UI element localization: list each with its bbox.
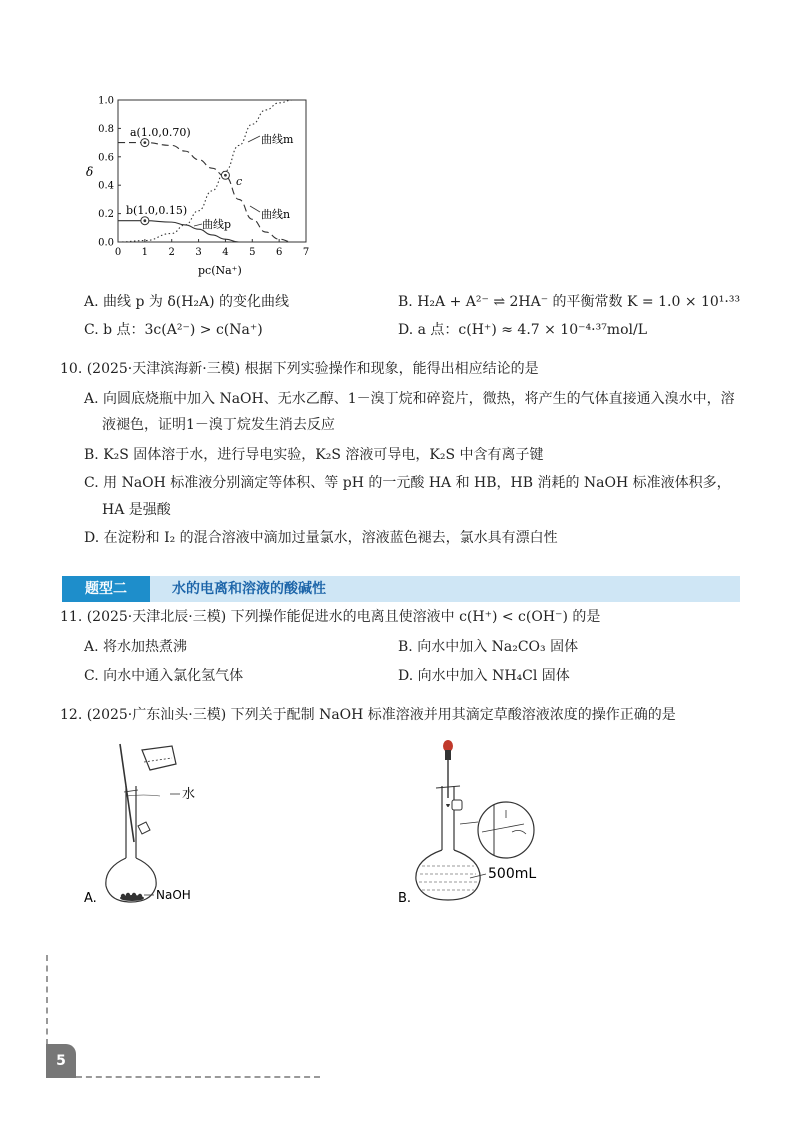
chart-axes (98, 96, 309, 259)
section-tag: 题型二 (62, 576, 150, 602)
figure-b-volumetric-flask (394, 738, 564, 908)
q9-option-a: A. 曲线 p 为 δ(H₂A) 的变化曲线 (84, 294, 290, 310)
x-tick-label: 5 (249, 247, 256, 258)
y-tick-label: 1.0 (98, 95, 114, 107)
figure-b-label: B. (398, 891, 412, 906)
x-tick-label: 7 (302, 247, 310, 258)
y-tick-label: 0.0 (98, 237, 114, 249)
x-tick-label: 3 (195, 247, 202, 258)
q11-option-d: D. 向水中加入 NH₄Cl 固体 (398, 668, 570, 684)
data-point-center (143, 141, 146, 144)
q10-option-a-line2: 液褪色，证明1－溴丁烷发生消去反应 (102, 417, 335, 433)
figure-b-volume-label: 500mL (488, 866, 537, 882)
page-margin-line (46, 955, 48, 1045)
point-a-label: a(1.0,0.70) (130, 126, 191, 139)
q9-option-c: C. b 点：3c(A²⁻) > c(Na⁺) (84, 322, 263, 338)
curve-n-label: 曲线n (261, 208, 291, 221)
x-tick-label: 1 (141, 247, 149, 258)
q10-option-c-line1: C. 用 NaOH 标准液分别滴定等体积、等 pH 的一元酸 HA 和 HB，HB 消耗的 NaOH 标准液体积多， (84, 475, 731, 491)
point-c-label: c (236, 175, 243, 188)
figure-a-water-label: 水 (182, 787, 196, 802)
x-tick-label: 4 (222, 247, 229, 258)
x-tick-label: 6 (275, 247, 283, 258)
y-axis-label: δ (86, 165, 94, 179)
x-axis-label: pc(Na⁺) (198, 264, 242, 277)
q11-option-c: C. 向水中通入氯化氢气体 (84, 668, 244, 684)
q10-option-d: D. 在淀粉和 I₂ 的混合溶液中滴加过量氯水，溶液蓝色褪去，氯水具有漂白性 (84, 530, 558, 546)
y-tick-label: 0.4 (98, 180, 114, 192)
q11-stem: 11. (2025·天津北辰·三模) 下列操作能促进水的电离且使溶液中 c(H⁺) < c(OH⁻) 的是 (60, 609, 601, 625)
q10-option-c-line2: HA 是强酸 (102, 502, 171, 518)
figure-a-label: A. (84, 891, 97, 906)
x-tick-label: 0 (114, 247, 122, 258)
distribution-chart (78, 88, 328, 278)
q11-option-b: B. 向水中加入 Na₂CO₃ 固体 (398, 639, 579, 655)
q10-option-b: B. K₂S 固体溶于水，进行导电实验，K₂S 溶液可导电，K₂S 中含有离子键 (84, 447, 544, 463)
q12-stem: 12. (2025·广东汕头·三模) 下列关于配制 NaOH 标准溶液并用其滴定草酸溶液浓度的操作正确的是 (60, 707, 676, 723)
data-point-center (224, 174, 227, 177)
figure-a-volumetric-flask (80, 738, 220, 908)
q10-stem: 10. (2025·天津滨海新·三模) 根据下列实验操作和现象，能得出相应结论的是 (60, 361, 539, 377)
page-footer-line (76, 1076, 320, 1078)
q11-option-a: A. 将水加热煮沸 (84, 639, 188, 655)
q9-option-b: B. H₂A + A²⁻ ⇌ 2HA⁻ 的平衡常数 K = 1.0 × 10¹·³³ (398, 294, 741, 310)
x-tick-label: 2 (168, 247, 175, 258)
q9-option-d: D. a 点：c(H⁺) ≈ 4.7 × 10⁻⁴·³⁷mol/L (398, 322, 647, 338)
figure-a-naoh-label: NaOH (156, 888, 191, 902)
section-banner (62, 576, 740, 602)
q10-option-a-line1: A. 向圆底烧瓶中加入 NaOH、无水乙醇、1－溴丁烷和碎瓷片，微热，将产生的气体直接通入溴水中，溶 (84, 391, 735, 407)
curve-p-label: 曲线p (202, 218, 232, 231)
y-tick-label: 0.2 (98, 209, 114, 221)
data-point-center (143, 219, 146, 222)
page-number: 5 (46, 1044, 76, 1078)
section-title: 水的电离和溶液的酸碱性 (172, 581, 326, 597)
y-tick-label: 0.8 (98, 123, 114, 135)
point-b-label: b(1.0,0.15) (126, 204, 188, 217)
y-tick-label: 0.6 (98, 152, 114, 164)
curve-m-label: 曲线m (261, 133, 294, 146)
